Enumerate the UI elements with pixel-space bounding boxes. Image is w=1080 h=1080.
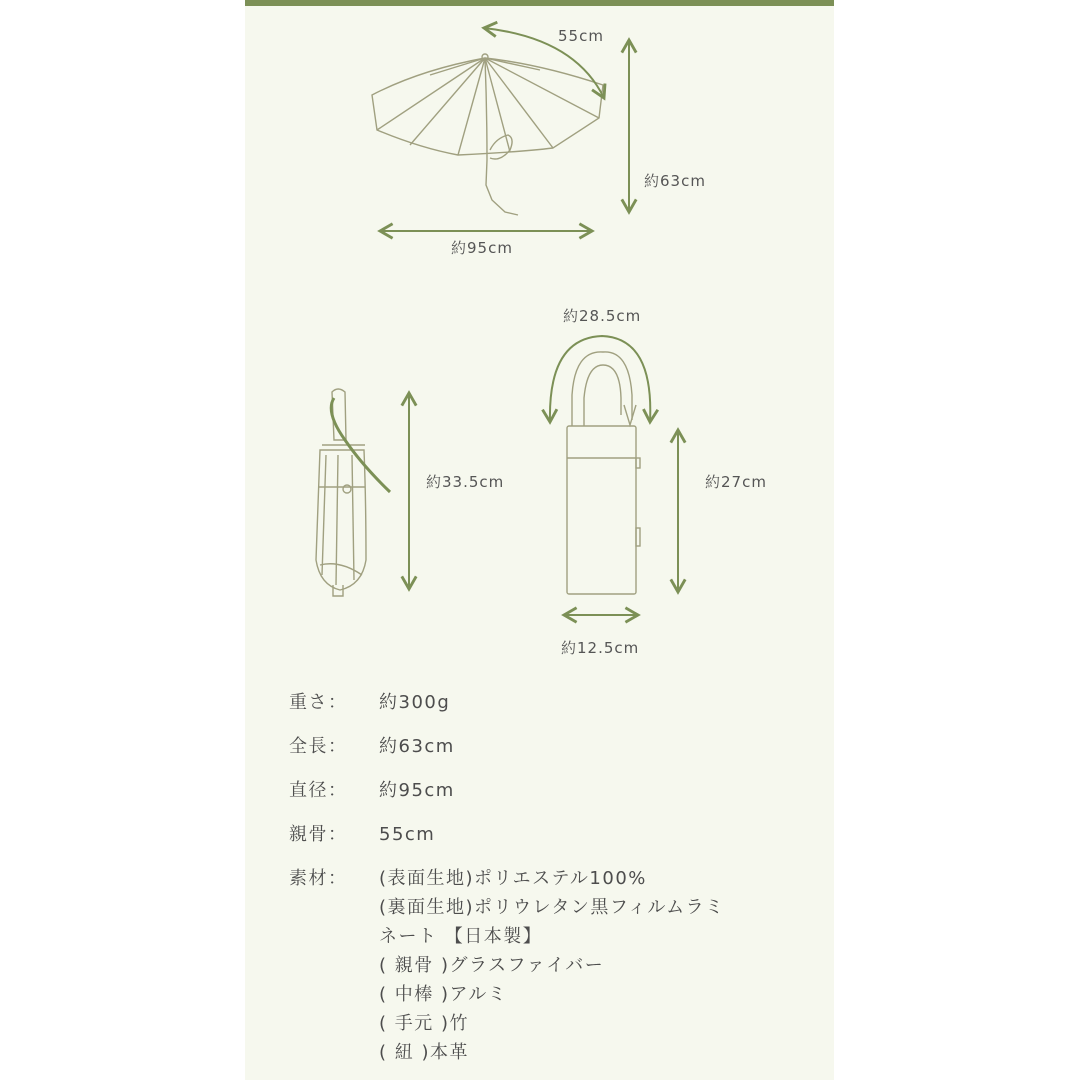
diameter-label: 約95cm [451,239,513,257]
spec-value: 約95cm [379,780,455,801]
material-line: ネート 【日本製】 [379,926,543,947]
material-line: (表面生地)ポリエステル100% [379,868,647,889]
spec-value: 約300g [379,692,451,713]
spec-label: 全長： [289,736,348,757]
spec-row-length [289,732,809,776]
material-lines [379,864,809,1067]
spec-label: 重さ： [289,692,348,713]
folded-length-label: 約33.5cm [426,473,505,491]
material-line: ( 親骨 )グラスファイバー [379,955,605,976]
spec-label: 親骨： [289,824,348,845]
bag-handle-label: 約28.5cm [563,307,642,325]
spec-row-weight [289,688,809,732]
spec-label: 素材： [289,868,348,889]
spec-row-material [289,864,809,1067]
spec-value: 約63cm [379,736,455,757]
folded-umbrella-icon [316,389,366,596]
material-line: ( 手元 )竹 [379,1013,469,1034]
spec-list [289,688,809,1067]
spec-row-rib [289,820,809,864]
spec-label: 直径： [289,780,348,801]
open-umbrella-icon [372,54,603,215]
umbrella-bag-icon [567,352,640,594]
length-label: 約63cm [644,172,706,190]
spec-value: 55cm [379,824,436,845]
material-line: ( 紐 )本革 [379,1042,469,1063]
bag-width-label: 約12.5cm [561,639,640,657]
spec-row-diameter [289,776,809,820]
material-line: (裏面生地)ポリウレタン黒フィルムラミ [379,897,725,918]
material-line: ( 中棒 )アルミ [379,984,508,1005]
bag-height-label: 約27cm [705,473,767,491]
rib-label: 55cm [558,27,604,45]
